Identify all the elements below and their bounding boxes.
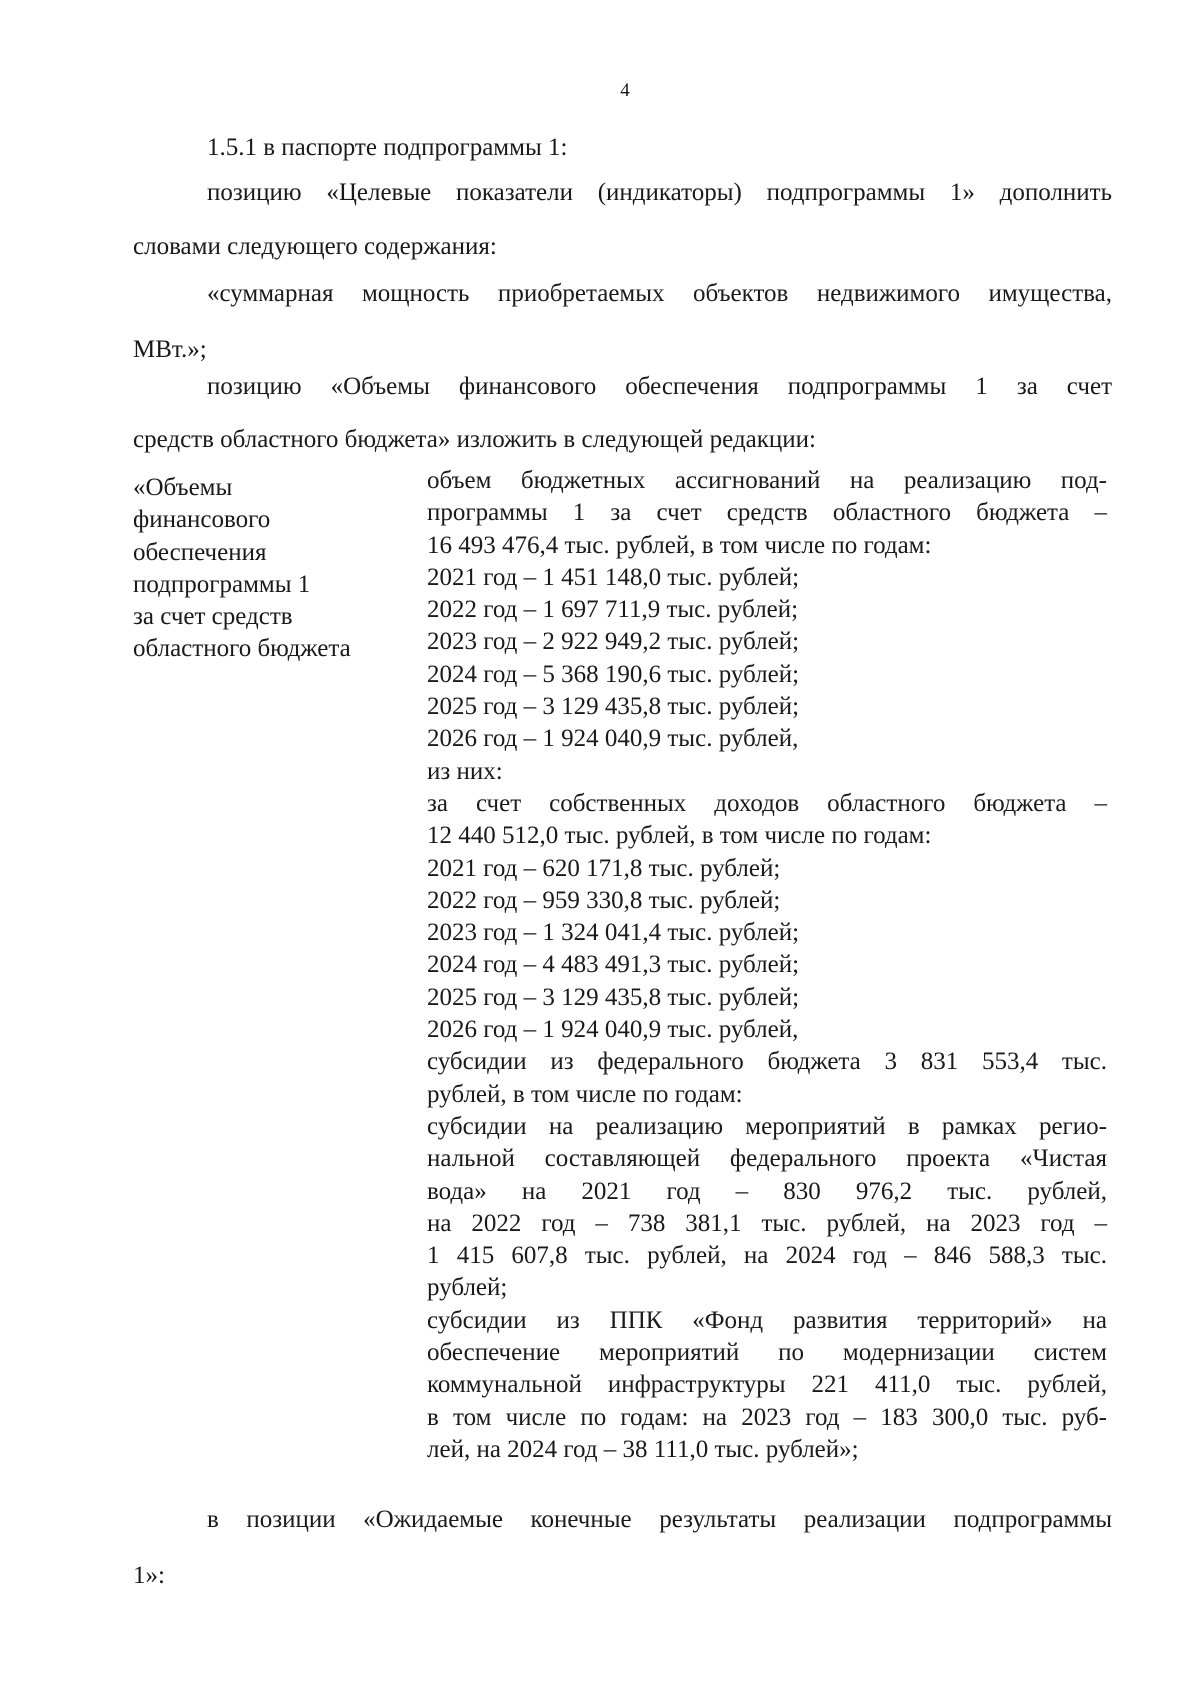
table-content-line: из них: [427,757,503,785]
table-label-line: подпрограммы 1 [133,570,311,598]
table-content-line: рублей, в том числе по годам: [427,1080,743,1108]
table-content-line: субсидии из федерального бюджета 3 831 553,4 тыс. [427,1048,1107,1076]
table-content-line: 2024 год – 5 368 190,6 тыс. рублей; [427,660,800,688]
table-content-line: 2024 год – 4 483 491,3 тыс. рублей; [427,951,800,979]
table-content-line: в том числе по годам: на 2023 год – 183 300,0 тыс. руб- [427,1403,1107,1431]
table-content-line: 2025 год – 3 129 435,8 тыс. рублей; [427,983,800,1011]
table-label-line: «Объемы [133,474,233,501]
table-content-line: на 2022 год – 738 381,1 тыс. рублей, на 2023 год – [427,1209,1107,1237]
table-content-line: субсидии на реализацию мероприятий в рамках регио- [427,1112,1107,1140]
table-content-line: 2025 год – 3 129 435,8 тыс. рублей; [427,693,800,721]
table-content-line: коммунальной инфраструктуры 221 411,0 тыс. рублей, [427,1371,1107,1399]
paragraph-power-line2: МВт.»; [133,336,207,363]
paragraph-1-5-1: 1.5.1 в паспорте подпрограммы 1: [207,134,568,161]
table-content-line: лей, на 2024 год – 38 111,0 тыс. рублей»; [427,1435,859,1463]
paragraph-expected-results-line2: 1»: [133,1562,165,1589]
paragraph-power-line1: «суммарная мощность приобретаемых объектов недвижимого имущества, [207,280,1112,307]
table-content-line: за счет собственных доходов областного бюджета – [427,789,1107,817]
paragraph-financing-line1: позицию «Объемы финансового обеспечения подпрограммы 1 за счет [207,373,1112,400]
page-number: 4 [620,80,630,101]
paragraph-financing-line2: средств областного бюджета» изложить в следующей редакции: [133,426,816,453]
paragraph-target-indicators-line2: словами следующего содержания: [133,233,497,260]
table-content-line: 12 440 512,0 тыс. рублей, в том числе по годам: [427,822,932,850]
table-content-line: 2026 год – 1 924 040,9 тыс. рублей, [427,725,799,753]
table-label-line: за счет средств [133,603,293,631]
table-label-line: областного бюджета [133,635,351,663]
paragraph-target-indicators-line1: позицию «Целевые показатели (индикаторы) подпрограммы 1» дополнить [207,179,1112,206]
table-content-line: 2026 год – 1 924 040,9 тыс. рублей, [427,1016,799,1044]
table-content-line: субсидии из ППК «Фонд развития территорий» на [427,1306,1107,1334]
table-content-line: нальной составляющей федерального проекта «Чистая [427,1145,1107,1173]
table-content-line: 2022 год – 959 330,8 тыс. рублей; [427,886,781,914]
table-label-line: обеспечения [133,538,267,566]
table-content-line: вода» на 2021 год – 830 976,2 тыс. рублей, [427,1177,1107,1205]
table-content-line: программы 1 за счет средств областного бюджета – [427,499,1107,527]
passport-table-label [133,472,393,666]
table-content-line: 2022 год – 1 697 711,9 тыс. рублей; [427,596,799,624]
table-label-line: финансового [133,506,271,534]
passport-table-content [427,465,1107,1466]
table-content-line: 2023 год – 1 324 041,4 тыс. рублей; [427,919,800,947]
table-content-line: объем бюджетных ассигнований на реализацию под- [427,467,1107,494]
paragraph-expected-results-line1: в позиции «Ожидаемые конечные результаты реализации подпрограммы [207,1506,1112,1533]
table-content-line: 16 493 476,4 тыс. рублей, в том числе по годам: [427,531,932,559]
table-content-line: 2021 год – 620 171,8 тыс. рублей; [427,854,781,882]
table-content-line: обеспечение мероприятий по модернизации систем [427,1339,1107,1367]
table-content-line: рублей; [427,1274,508,1302]
table-content-line: 1 415 607,8 тыс. рублей, на 2024 год – 846 588,3 тыс. [427,1242,1107,1270]
table-content-line: 2021 год – 1 451 148,0 тыс. рублей; [427,563,800,591]
table-content-line: 2023 год – 2 922 949,2 тыс. рублей; [427,628,800,656]
